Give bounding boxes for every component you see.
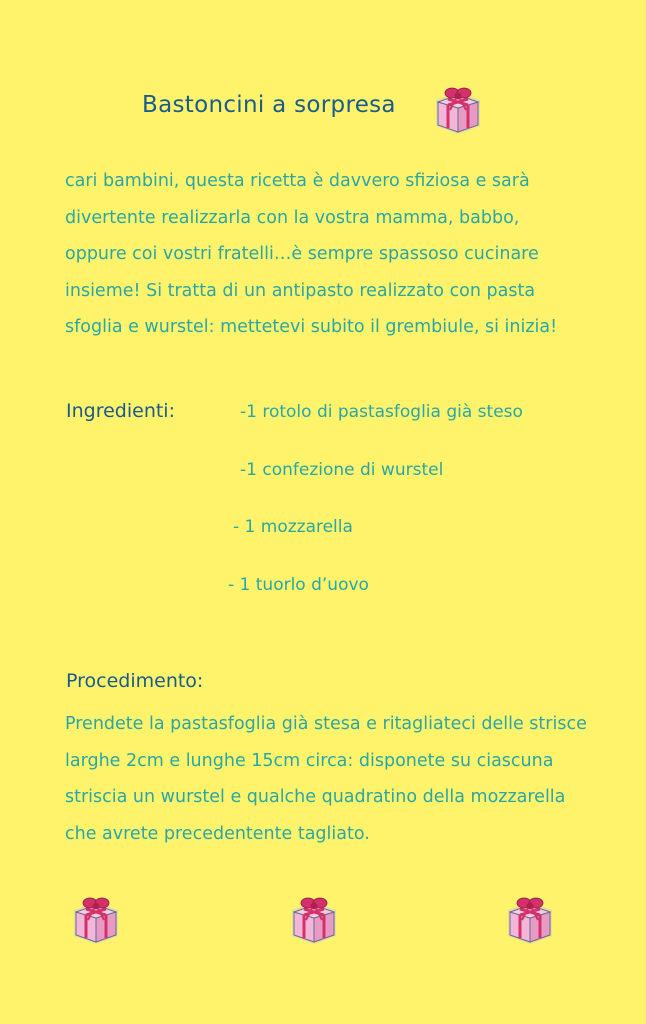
intro-paragraph xyxy=(65,163,625,346)
procedure-line: che avrete precedentente tagliato. xyxy=(65,823,370,844)
procedure-paragraph xyxy=(65,706,635,852)
procedure-line: larghe 2cm e lunghe 15cm circa: disponete su ciascuna xyxy=(65,750,554,771)
intro-line: oppure coi vostri fratelli…è sempre spassoso cucinare xyxy=(65,244,539,265)
intro-line: insieme! Si tratta di un antipasto realizzato con pasta xyxy=(65,280,536,301)
gift-icon xyxy=(502,890,558,946)
intro-line: sfoglia e wurstel: mettetevi subito il grembiule, si inizia! xyxy=(65,317,558,338)
procedure-line: striscia un wurstel e qualche quadratino della mozzarella xyxy=(65,787,566,808)
ingredients-heading: Ingredienti: xyxy=(66,400,175,422)
intro-line: cari bambini, questa ricetta è davvero sfiziosa e sarà xyxy=(65,171,530,191)
recipe-title: Bastoncini a sorpresa xyxy=(142,92,396,118)
gift-icon xyxy=(286,890,342,946)
procedure-line: Prendete la pastasfoglia già stesa e ritagliateci delle strisce xyxy=(65,714,587,734)
ingredient-item: -1 confezione di wurstel xyxy=(240,460,444,480)
gift-icon xyxy=(68,890,124,946)
ingredient-item: - 1 tuorlo d’uovo xyxy=(228,575,369,595)
intro-line: divertente realizzarla con la vostra mamma, babbo, xyxy=(65,207,520,228)
gift-icon xyxy=(430,80,486,136)
ingredient-item: -1 rotolo di pastasfoglia già steso xyxy=(240,402,523,422)
ingredient-item: - 1 mozzarella xyxy=(233,517,353,537)
procedure-heading: Procedimento: xyxy=(66,670,204,692)
